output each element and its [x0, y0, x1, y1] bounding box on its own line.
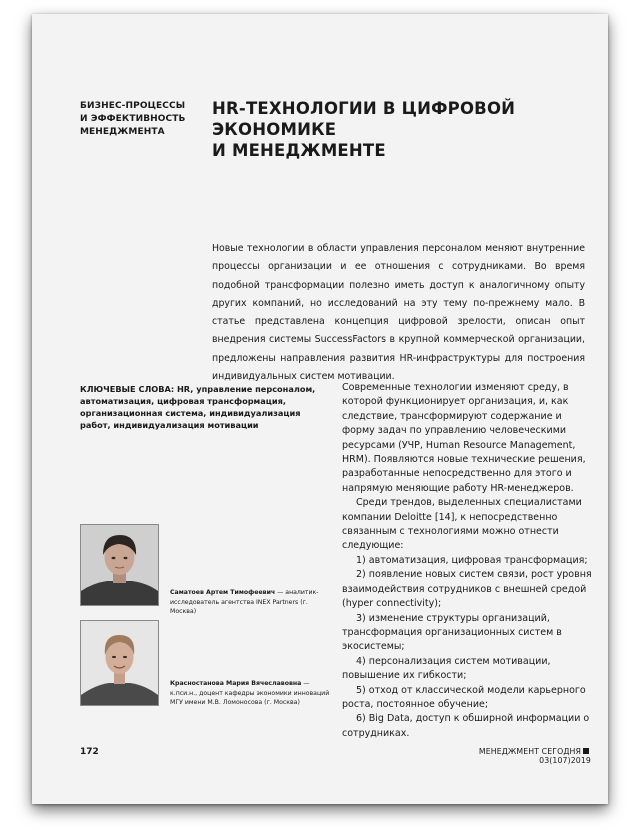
- body-paragraph: Современные технологии изменяют среду, в которой функционирует организация, и, как следствие, трансформируют содержание и форму задач по управлению человеческими ресурсами (УЧР, Human Resource Management, HRM). Появляются новые технические решения, разработанные непосредственно для этого и напрямую меняющие работу HR-менеджеров.: [342, 382, 586, 494]
- section-label: [80, 100, 200, 139]
- square-bullet-icon: [583, 748, 589, 754]
- body-paragraph: Среди трендов, выделенных специалистами компании Deloitte [14], к непосредственно связанным с технологиями можно отнести следующие:: [342, 497, 582, 552]
- list-item: 1) автоматизация, цифровая трансформация;: [356, 554, 588, 566]
- list-item: 6) Big Data, доступ к обширной информации о сотрудниках.: [342, 713, 590, 739]
- journal-page: [32, 14, 608, 804]
- body-text: [342, 381, 592, 741]
- keywords-label: КЛЮЧЕВЫЕ СЛОВА:: [80, 384, 175, 394]
- author-photo: [80, 620, 159, 706]
- list-item: 4) персонализация систем мотивации, повышение их гибкости;: [342, 655, 551, 682]
- author-portrait-icon: [81, 525, 158, 605]
- author-name: Красностанова Мария Вячеславовна: [170, 680, 302, 687]
- author-info: [170, 588, 335, 617]
- list-item: 2) появление новых систем связи, рост уровня взаимодействия сотрудников с внешней средой (hyper connectivity);: [342, 569, 592, 610]
- author-photo: [80, 524, 159, 606]
- keywords: [80, 383, 325, 431]
- page-number: 172: [80, 747, 99, 757]
- article-title-line: И МЕНЕДЖМЕНТЕ: [212, 141, 386, 160]
- journal-issue: 03(107)2019: [539, 756, 591, 765]
- author-name: Саматоев Артем Тимофеевич: [170, 589, 276, 596]
- list-item: 3) изменение структуры организаций, трансформация организационных систем в экосистемы;: [342, 612, 562, 653]
- journal-footer: [436, 747, 591, 765]
- list-item: 5) отход от классической модели карьерного роста, постоянное обучение;: [342, 684, 586, 710]
- abstract: Новые технологии в области управления персоналом меняют внутренние процессы организации и ее отношения с сотрудниками. Во время подобной трансформации полезно иметь доступ к аналогичному опыту других компаний, но исследований на эту тему по-прежнему мало. В статье представлена концепция цифровой зрелости, описан опыт внедрения системы SuccessFactors в крупной коммерческой организации, предложены направления развития HR-инфраструктуры для построения индивидуальных систем мотивации.: [212, 243, 585, 383]
- author-description: — к.пси.н., доцент кафедры экономики инноваций МГУ имени М.В. Ломоносова (г. Москва): [170, 680, 330, 706]
- author-info: [170, 679, 335, 708]
- article-title: [212, 98, 592, 161]
- journal-name: МЕНЕДЖМЕНТ СЕГОДНЯ: [478, 747, 581, 756]
- section-label-line: БИЗНЕС-ПРОЦЕССЫ: [80, 101, 186, 111]
- keywords-text: HR, управление персоналом, автоматизация, цифровая трансформация, организационная система, индивидуализация работ, индивидуализация мотивации: [80, 384, 316, 430]
- author-portrait-icon: [81, 621, 158, 705]
- section-label-line: И ЭФФЕКТИВНОСТЬ: [80, 114, 186, 124]
- author-description: — аналитик-исследователь агентства INEX Partners (г. Москва): [170, 589, 319, 615]
- article-title-line: HR-ТЕХНОЛОГИИ В ЦИФРОВОЙ ЭКОНОМИКЕ: [212, 99, 516, 139]
- section-label-line: МЕНЕДЖМЕНТА: [80, 127, 165, 137]
